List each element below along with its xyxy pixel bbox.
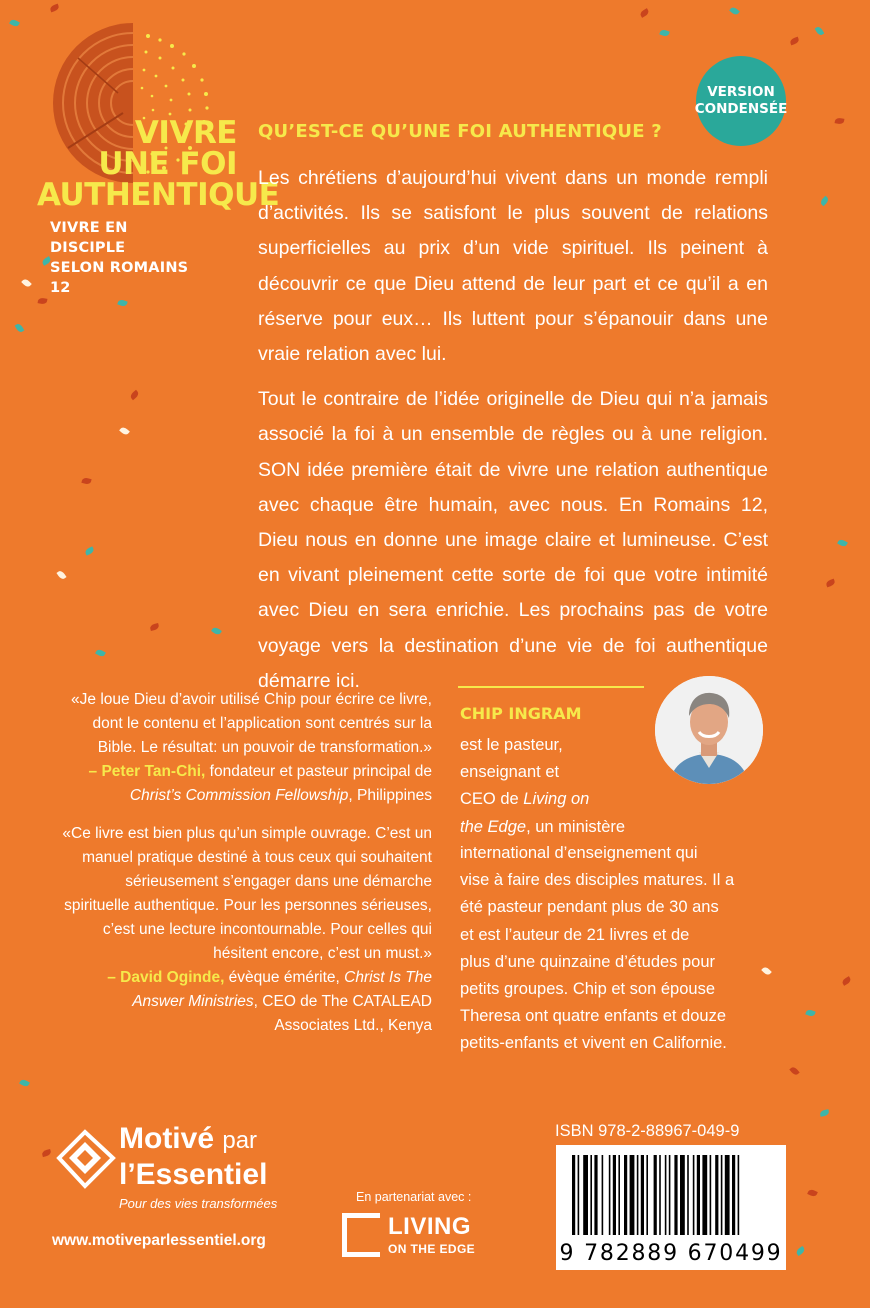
bio-line: enseignant et [460,763,560,782]
book-subtitle-line: VIVRE EN DISCIPLE [50,220,128,256]
quote-attribution [60,966,432,1038]
quote-location: , Philippines [348,787,432,804]
publisher-tagline: Pour des vies transformées [119,1196,278,1211]
divider [458,686,644,688]
ministry-name: Living on [523,790,590,809]
bio-line: vise à faire des disciples matures. Il a [460,871,735,890]
quote-organization: Christ Is The Answer Ministries [132,969,432,1010]
badge-line: VERSION [707,84,775,100]
description-paragraph: Tout le contraire de l’idée originelle de Dieu qui n’a jamais associé la foi à un ensemble de règles ou à une religion. SON idée première était de vivre une relation authentique avec chaque être humain, avec nous. En Romains 12, Dieu nous en donne une image claire et lumineuse. C’est en vivant pleinement cette sorte de foi que votre intimité avec Dieu en sera enrichie. Les prochains pas de votre voyage vers la destination d’une vie de foi authentique démarre ici. [258,388,768,692]
publisher-name-part: l’Essentiel [119,1158,268,1191]
quote-role: évèque émérite, [224,969,345,986]
book-subtitle-line: SELON ROMAINS 12 [50,260,189,296]
book-title [37,115,280,213]
author-bio [460,840,760,1058]
bio-line: petits groupes. Chip et son épouse [460,980,716,999]
publisher-name-part: par [222,1127,258,1154]
partner-logo [342,1213,502,1259]
quote-attribution [60,760,432,808]
book-title-line: VIVRE [134,115,237,151]
endorsements [60,688,432,1038]
partner-logo-text: LIVING [388,1213,472,1240]
endorsement-quote [60,688,432,808]
endorsement-quote [60,822,432,1038]
bio-line: été pasteur pendant plus de 30 ans [460,898,719,917]
quote-text: «Ce livre est bien plus qu’un simple ouvrage. C’est un manuel pratique destiné à tous ceux qui souhaitent sérieusement s’engager dans une démarche spirituelle authentique. Pour les personnes sérieuses, c’est une lecture incontournable. Pour celles qui hésitent encore, c’est un must.» [62,825,432,962]
badge-line: CONDENSÉE [694,101,788,117]
description-paragraph: Les chrétiens d’aujourd’hui vivent dans un monde rempli d’activités. Ils se satisfont le plus souvent de relations superficielles au prix d’un vide spirituel. Ils peinent à découvrir ce que Dieu attend de leur part et ce qu’il a en réserve pour eux… Ils luttent pour s’épanouir dans une vraie relation avec lui. [258,167,768,366]
quote-text: «Je loue Dieu d’avoir utilisé Chip pour écrire ce livre, dont le contenu et l’application sont centrés sur la Bible. Le résultat: un pouvoir de transformation.» [71,691,432,756]
bio-line [460,786,640,813]
description-body [258,161,768,709]
quote-author: – David Oginde, [107,969,225,986]
book-title-line: AUTHENTIQUE [37,177,280,213]
publisher-arrow-icon [55,1128,117,1190]
quote-role: fondateur et pasteur principal de [205,763,432,780]
publisher-url[interactable]: www.motiveparlessentiel.org [52,1232,266,1249]
barcode-bars [572,1155,776,1235]
isbn-label: ISBN 978-2-88967-049-9 [555,1122,740,1140]
bio-line: Theresa ont quatre enfants et douze [460,1007,727,1026]
barcode [556,1145,786,1270]
ministry-name: the Edge [460,817,527,836]
bio-line: plus d’une quinzaine d’études pour [460,952,716,971]
description-heading: QU’EST-CE QU’UNE FOI AUTHENTIQUE ? [258,121,662,142]
bio-text: , un ministère [526,817,626,836]
quote-location: , CEO de The CATALEAD Associates Ltd., Kenya [253,993,432,1034]
author-photo [655,676,763,784]
partner-label: En partenariat avec : [356,1190,472,1204]
author-bio-intro [460,732,640,841]
bio-line: international d’enseignement qui [460,844,698,862]
quote-organization: Christ’s Commission Fellowship [129,787,349,804]
partner-logo-text: ON THE EDGE [388,1242,476,1256]
bio-line: est le pasteur, [460,736,563,754]
quote-author: – Peter Tan-Chi, [88,763,206,780]
book-title-line: UNE FOI [98,146,237,182]
version-badge [696,56,786,146]
author-portrait-icon [655,676,763,784]
publisher-name-part: Motivé [119,1122,215,1155]
bio-line: et est l’auteur de 21 livres et de [460,925,690,944]
partner-logo-icon [342,1213,380,1257]
author-name: CHIP INGRAM [460,704,582,723]
book-subtitle [50,218,192,298]
bio-line: petits-enfants et vivent en Californie. [460,1034,727,1053]
publisher-name [119,1122,257,1156]
barcode-digits: 9 782889 670499 [559,1241,783,1266]
bio-line [460,814,640,841]
bio-text: CEO de [460,790,524,809]
